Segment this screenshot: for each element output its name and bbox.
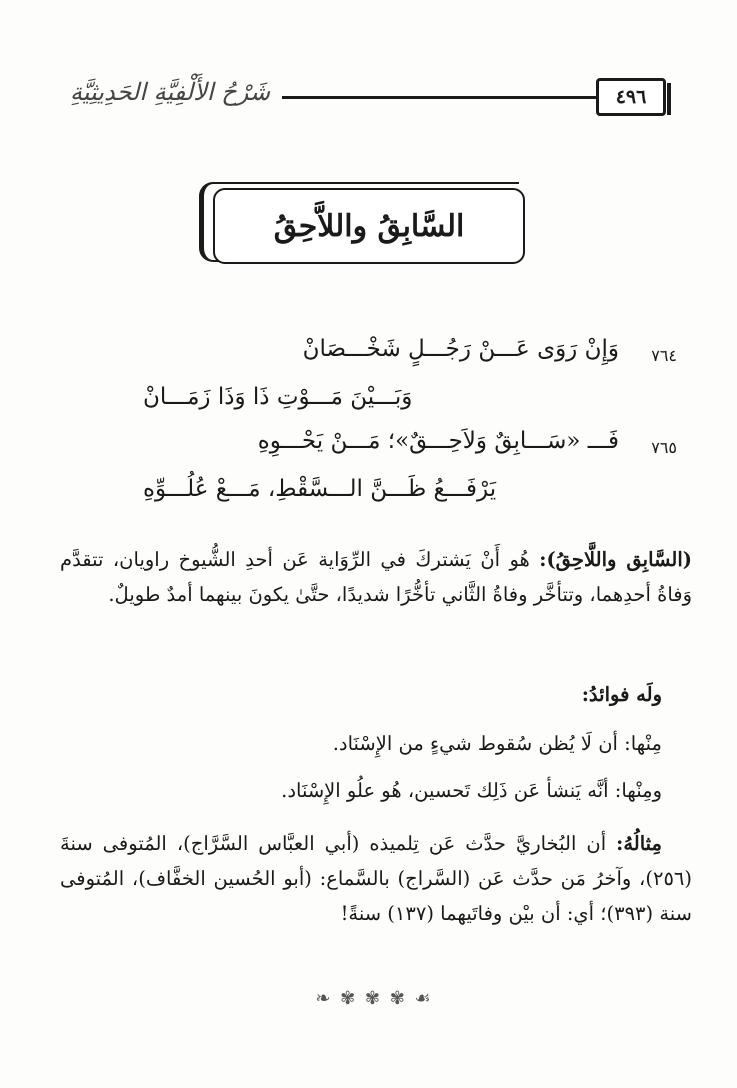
example-paragraph — [60, 826, 692, 931]
footer-ornament: ❧ ✾ ✾ ✾ ☙ — [315, 987, 433, 1009]
definition-term: (السَّابِق واللَّاحِقُ): — [539, 548, 693, 571]
running-title: شَرْحُ الأَلْفِيَّةِ الحَدِيثِيَّةِ — [69, 78, 271, 106]
chapter-title-box — [213, 188, 525, 264]
verse-hemistich: وَبَـــيْنَ مَـــوْتِ ذَا وَذَا زَمَـــانْ — [143, 384, 413, 410]
benefits-heading-paragraph — [60, 677, 692, 712]
verse-number: ٧٦٥ — [651, 438, 677, 457]
benefit-1-text: أن لَا يُظن سُقوط شيءٍ من الإِسْنَاد. — [332, 732, 625, 755]
benefit-2-lead: ومِنْها: — [614, 779, 662, 802]
page-number: ٤٩٦ — [615, 86, 647, 108]
benefit-1-paragraph — [60, 726, 692, 761]
definition-text: هُو أَنْ يَشتركَ في الرِّوَاية عَن أحدِ الشُّيوخ راويان، تتقدَّم وَفاةُ أحدِهما، وتتأخَّر وفاةُ الثَّاني تأخُّرًا شديدًا، حتَّىٰ يكونَ بينهما أمدٌ طويلٌ. — [60, 548, 692, 606]
benefit-2-paragraph — [60, 773, 692, 808]
verse-hemistich: فَـــ «سَـــابِقٌ وَلاَحِـــقٌ»؛ مَـــنْ يَحْـــوِهِ — [257, 428, 619, 454]
chapter-title: السَّابِقُ واللاَّحِقُ — [273, 208, 465, 244]
verse-hemistich: وَإِنْ رَوَى عَـــنْ رَجُـــلٍ شَخْـــصَانْ — [302, 336, 619, 362]
benefits-heading: ولَه فوائدُ: — [581, 683, 662, 706]
page-header — [60, 72, 672, 120]
verse-hemistich: يَرْفَـــعُ ظَـــنَّ الـــسَّقْطِ، مَـــعْ عُلُـــوِّهِ — [143, 476, 497, 502]
benefit-1-lead: مِنْها: — [624, 732, 662, 755]
page-number-box — [596, 78, 666, 116]
verse-number: ٧٦٤ — [651, 346, 677, 365]
benefit-2-text: أنَّه يَنشأ عَن ذَلِك تَحسين، هُو علُو الإِسْنَاد. — [281, 779, 615, 802]
definition-paragraph — [60, 542, 692, 612]
example-text: أن البُخاريَّ حدَّث عَن تِلميذه (أبي العبَّاس السَّرَّاج)، المُتوفى سنةَ (٢٥٦)، وآخرُ مَن حدَّث عَن (السَّراج) بالسَّماع: (أبو الحُسين الخفَّاف)، المُتوفى سنة (٣٩٣)؛ أي: أن بيْن وفاتَيهما (١٣٧) سنةً! — [60, 832, 692, 925]
header-rule — [282, 96, 596, 99]
example-lead: مِثالُهُ: — [616, 832, 662, 855]
